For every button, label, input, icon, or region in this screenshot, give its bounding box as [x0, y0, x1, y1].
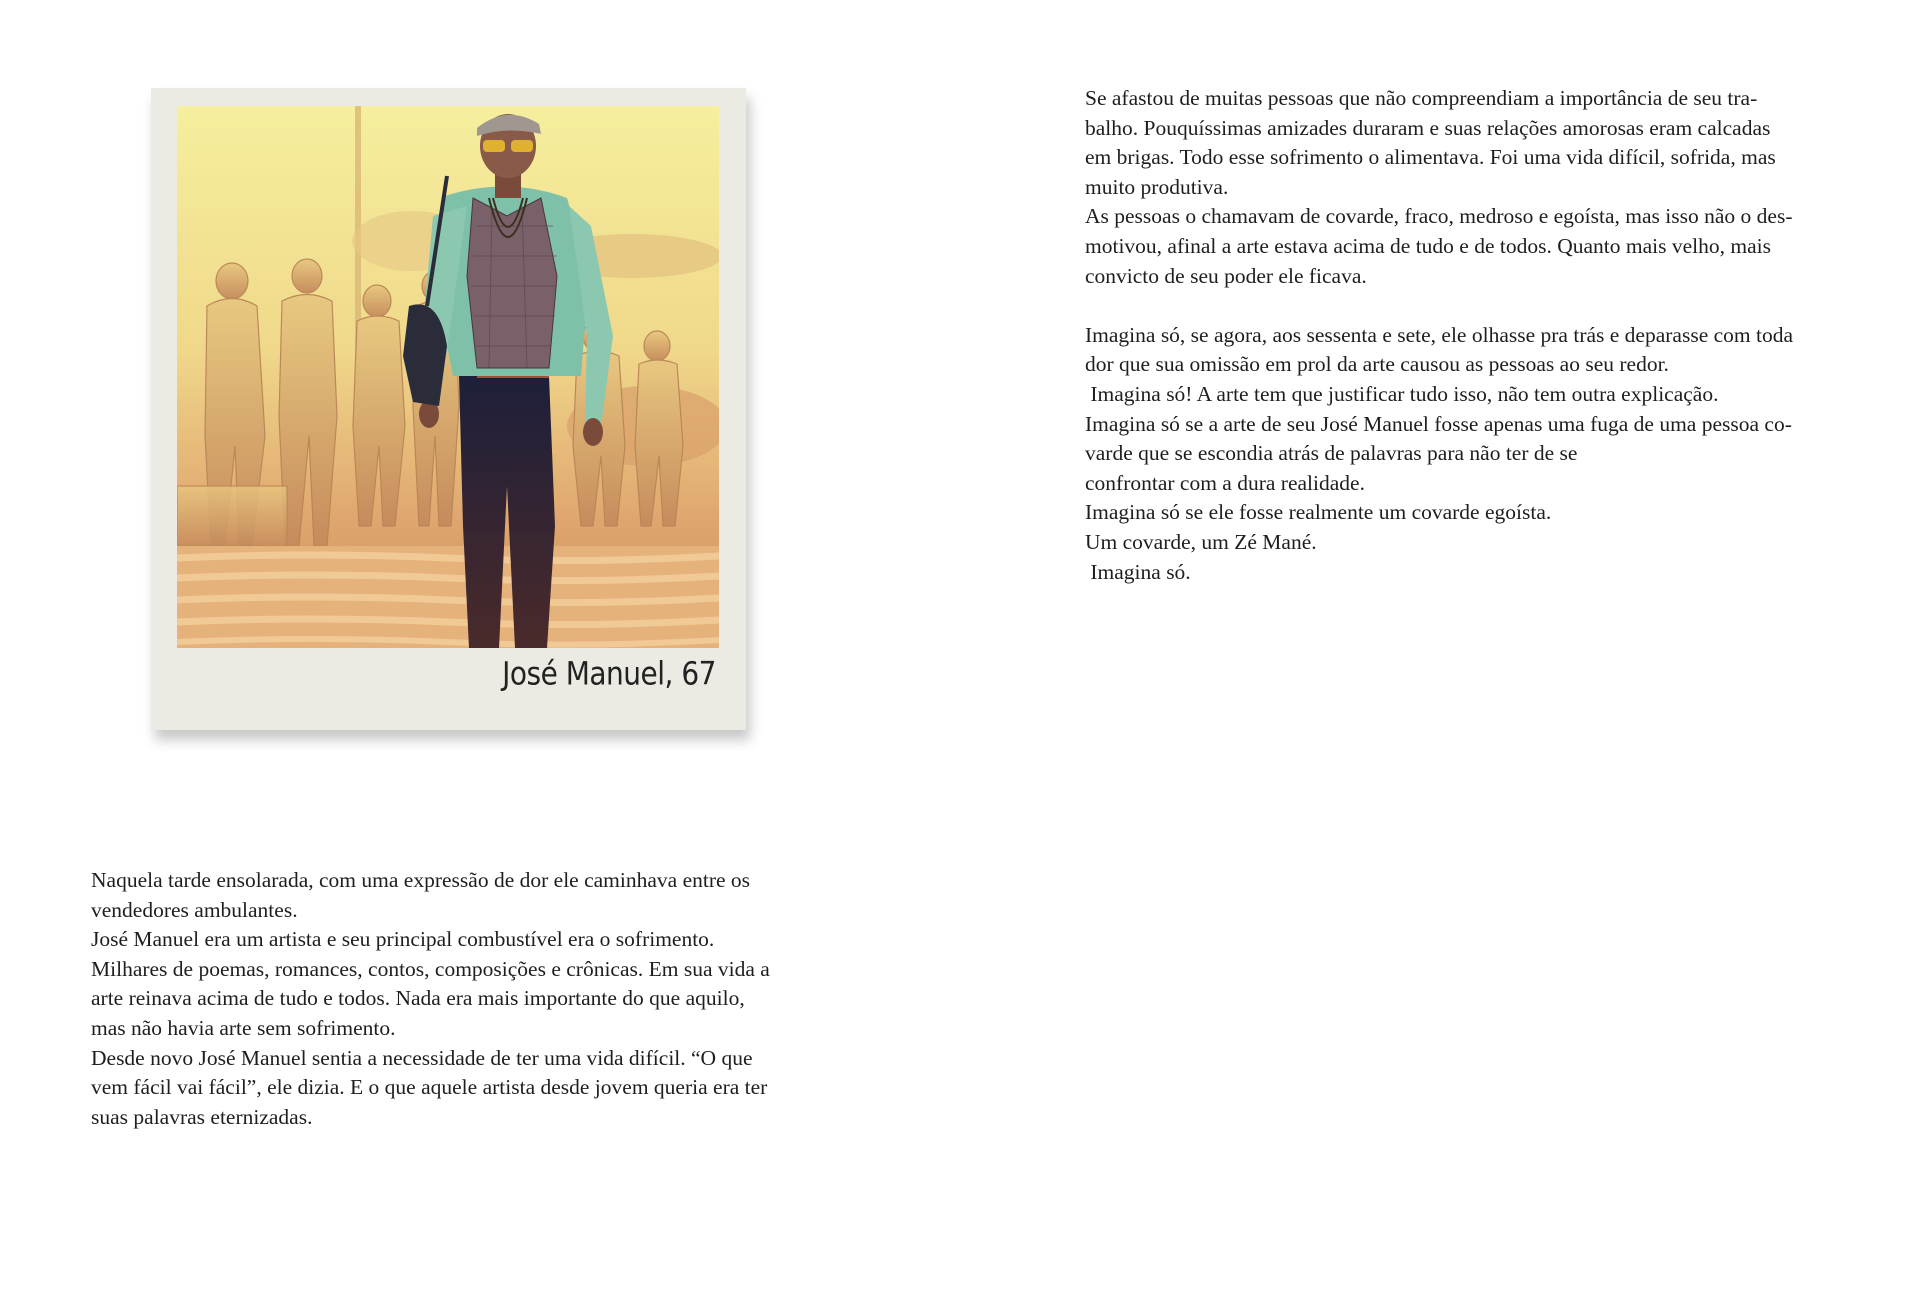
right-paragraph — [1085, 84, 1845, 587]
text-line: Naquela tarde ensolarada, com uma expressão de dor ele caminhava entre os — [91, 868, 751, 892]
left-paragraph — [91, 866, 831, 1132]
text-line: convicto de seu poder ele ficava. — [1085, 263, 1367, 288]
text-line: muito produtiva. — [1085, 174, 1229, 199]
polaroid-photo — [151, 88, 746, 730]
text-line: vendedores ambulantes. — [91, 897, 298, 922]
text-line: motivou, afinal a arte estava acima de tudo e de todos. Quanto mais velho, mais — [1085, 233, 1772, 258]
text-line: As pessoas o chamavam de covarde, fraco, medroso e egoísta, mas isso não o des- — [1085, 204, 1793, 229]
photo-caption: José Manuel, 67 — [502, 654, 716, 693]
text-line: vem fácil vai fácil”, ele dizia. E o que aquele artista desde jovem queria era ter — [91, 1075, 768, 1100]
illustration-image — [177, 106, 719, 648]
text-line: dor que sua omissão em prol da arte causou as pessoas ao seu redor. — [1085, 352, 1669, 377]
text-line — [1085, 291, 1845, 321]
text-line: balho. Pouquíssimas amizades duraram e suas relações amorosas eram calcadas — [1085, 115, 1771, 140]
text-line: Desde novo José Manuel sentia a necessidade de ter uma vida difícil. “O que — [91, 1045, 753, 1070]
text-line: Um covarde, um Zé Mané. — [1085, 529, 1317, 554]
text-line: Imagina só se ele fosse realmente um covarde egoísta. — [1085, 500, 1552, 525]
text-line: em brigas. Todo esse sofrimento o alimentava. Foi uma vida difícil, sofrida, mas — [1085, 145, 1776, 170]
text-line: suas palavras eternizadas. — [91, 1104, 313, 1129]
text-line: arte reinava acima de tudo e todos. Nada era mais importante do que aquilo, — [91, 986, 745, 1011]
text-line: Imagina só se a arte de seu José Manuel fosse apenas uma fuga de uma pessoa co- — [1085, 411, 1792, 436]
text-line: José Manuel era um artista e seu principal combustível era o sofrimento. — [91, 927, 715, 952]
text-line: mas não havia arte sem sofrimento. — [91, 1015, 396, 1040]
text-line: Imagina só. — [1085, 559, 1191, 584]
text-line: varde que se escondia atrás de palavras para não ter de se — [1085, 441, 1578, 466]
text-line: Milhares de poemas, romances, contos, composições e crônicas. Em sua vida a — [91, 956, 770, 981]
text-line: confrontar com a dura realidade. — [1085, 470, 1365, 495]
text-line: Imagina só, se agora, aos sessenta e sete, ele olhasse pra trás e deparasse com toda — [1085, 322, 1794, 347]
text-line: Se afastou de muitas pessoas que não compreendiam a importância de seu tra- — [1085, 86, 1758, 110]
street-scene-illustration — [177, 106, 719, 648]
text-line: Imagina só! A arte tem que justificar tudo isso, não tem outra explicação. — [1085, 381, 1719, 406]
